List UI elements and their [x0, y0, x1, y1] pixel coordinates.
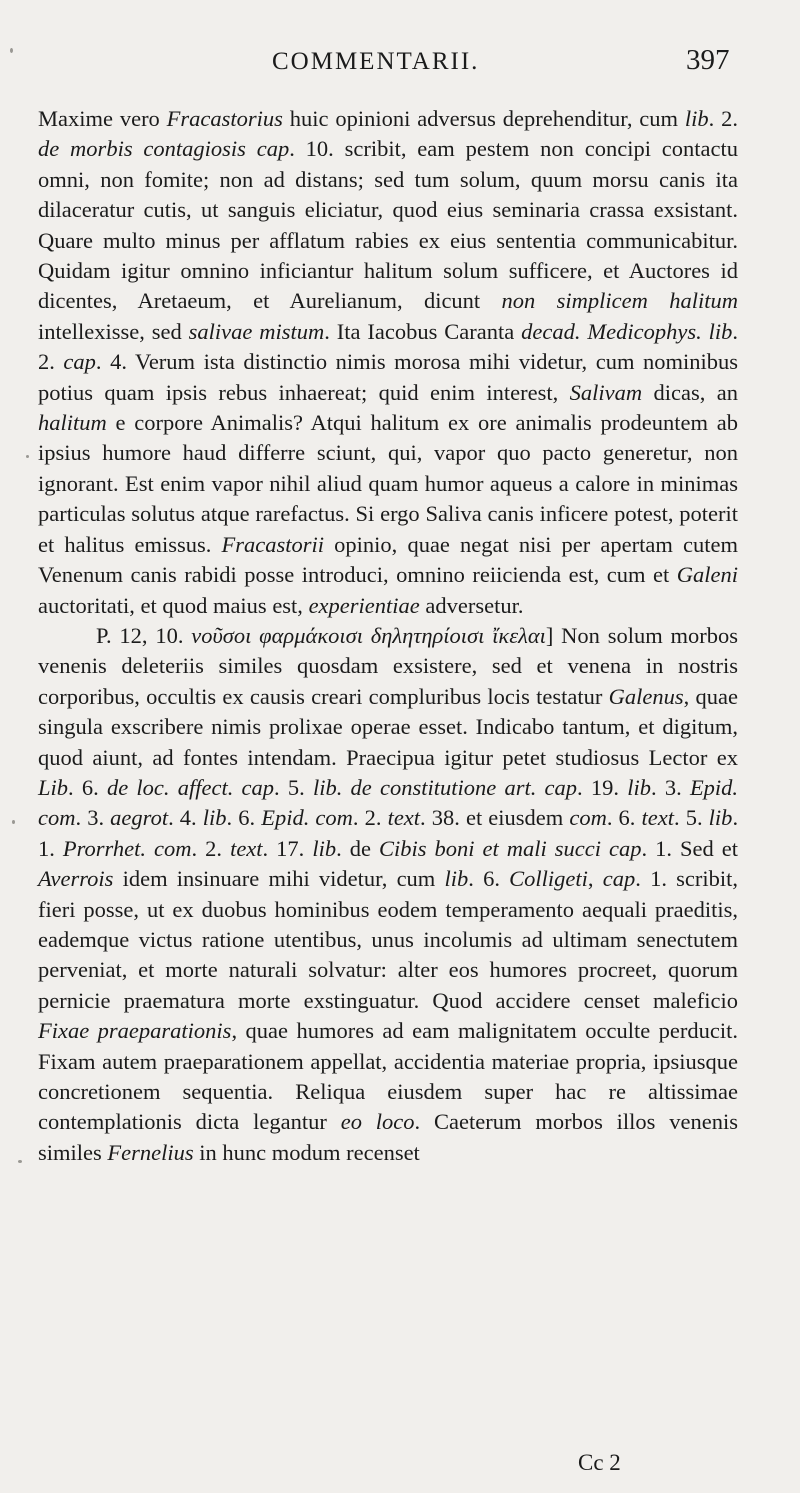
text-run: , quae singula exscribere nimis prolixae operae esset. Indicabo tantum, et digitum, quod aiunt, ad fontes intendam. Praecipua igitur petet studiosus Lector ex [38, 683, 738, 770]
italic-run: lib [627, 774, 651, 800]
italic-run: eo loco [340, 1109, 415, 1135]
text-run: . 6. [606, 805, 642, 831]
italic-run: aegrot [110, 805, 169, 831]
text-run: huic opinioni adversus deprehenditur, cum [282, 106, 685, 131]
text-run: . 1. Sed et [641, 835, 739, 861]
italic-run: Prorrhet. com [62, 835, 192, 861]
italic-run: non simplicem halitum [501, 288, 738, 314]
italic-run: decad. Medicophys. lib [521, 318, 733, 344]
italic-run: Averrois [38, 866, 114, 892]
text-run: . 1. scribit, fieri posse, ut ex duobus hominibus eodem temperamento aequali praeditis, eademque victus ratione utentibus, unus incolumis ad ultimam senectutem perveniat, et morte naturali solvatur: alter eos humores procreet, quorum pernicie praematura morte exstinguatur. Quod accidere censet maleficio [38, 866, 739, 1013]
italic-run: Cibis boni et mali succi cap [378, 835, 642, 861]
italic-run: lib [202, 805, 227, 831]
italic-run: Galenus [608, 683, 684, 709]
running-title: COMMENTARII. [272, 48, 480, 75]
text-run: . 5. [674, 805, 709, 831]
paper-speck [12, 820, 15, 824]
italic-run: lib [312, 835, 337, 861]
italic-run: νοῦσοι φαρμάκοισι δηλητηρίοισι ἴκελαι [191, 622, 546, 648]
text-run: . 4. Verum ista distinctio nimis morosa mihi videtur, cum nominibus potius quam ipsis rebus inhaereat; quid enim interest, [38, 349, 738, 405]
text-run: . 17. [262, 835, 313, 861]
text-run: . 6. [226, 805, 262, 831]
text-run: . 6. [68, 774, 107, 800]
text-run: . 3. [651, 774, 690, 800]
italic-run: com [569, 805, 607, 831]
text-run: e corpore Animalis? Atqui halitum ex ore animalis prodeuntem ab ipsius humore haud differre sciunt, qui, vapor quo pacto generetur, non ignorant. Est enim vapor nihil aliud quam humor aqueus a calore in minimas particulas solutus atque rarefactus. Si ergo Saliva canis inficere potest, poterit et halitus emissus. [38, 410, 738, 557]
italic-run: Galeni [676, 562, 738, 588]
text-run: . 5. [274, 774, 313, 800]
italic-run: cap [602, 866, 636, 892]
body-paragraph [38, 621, 738, 1168]
text-run: adversetur. [419, 592, 524, 618]
italic-run: Colligeti [509, 866, 588, 892]
italic-run: Lib [38, 774, 69, 800]
text-run: . 38. et eiusdem [420, 805, 570, 831]
italic-run: Fixae praeparationis [38, 1018, 232, 1044]
body-paragraph [38, 104, 738, 621]
text-run: , [587, 866, 603, 892]
text-run: . Ita Iacobus Caranta [324, 318, 522, 344]
text-run: . 4. [168, 805, 203, 831]
italic-run: lib [708, 805, 733, 831]
text-run: ] Non solum morbos venenis deleteriis similes quosdam exsistere, sed et venena in nostris corporibus, occultis ex causis creari compluribus locis testatur [38, 622, 738, 709]
text-run: auctoritati, et quod maius est, [38, 592, 309, 618]
italic-run: Fernelius [107, 1139, 194, 1165]
text-run: . 2. [352, 805, 388, 831]
italic-run: text [230, 835, 263, 861]
italic-run: Epid. com [261, 805, 353, 831]
text-run: . 10. scribit, eam pestem non concipi contactu omni, non fomite; non ad distans; sed tum solum, quum morsu canis ita dilaceratur cutis, ut sanguis eliciatur, quod eius seminaria crassa exsistant. Quare multo minus per afflatum rabies ex eius sententia communicabitur. Quidam igitur omnino inficiantur halitum solum sufficere, et Auctores id dicentes, Aretaeum, et Aurelianum, dicunt [38, 136, 738, 314]
text-run: . de [336, 835, 379, 861]
text-run: . 19. [577, 774, 628, 800]
italic-run: de morbis contagiosis cap [38, 136, 290, 162]
italic-run: cap [63, 349, 96, 375]
text-run: . 2. [191, 835, 231, 861]
italic-run: Salivam [569, 379, 643, 405]
italic-run: halitum [38, 410, 107, 436]
paper-speck [26, 455, 29, 458]
signature-mark: Cc 2 [578, 1450, 621, 1475]
text-run: dicas, an [642, 379, 739, 405]
italic-run: Epid. com [38, 774, 739, 831]
page-number: 397 [686, 44, 730, 76]
text-run: . Caeterum morbos illos venenis similes [38, 1109, 739, 1165]
paper-speck [18, 1160, 22, 1163]
italic-run: experientiae [308, 592, 420, 618]
text-run: . 2. [38, 318, 738, 375]
italic-run: lib. de constitutione art. cap [312, 774, 578, 800]
italic-run: text [641, 805, 674, 831]
text-run: , quae humores ad eam malignitatem occulte perducit. Fixam autem praeparationem appellat, accidentia materiae propria, ipsiusque concretionem sequentia. Reliqua eiusdem super hac re altissimae contemplationis dicta legantur [38, 1018, 738, 1135]
text-run: opinio, quae negat nisi per apertam cutem Venenum canis rabidi posse introduci, omnino reiicienda est, cum et [38, 531, 738, 588]
text-run: . 1. [38, 805, 739, 861]
text-run: . 6. [468, 866, 510, 892]
text-run: . 3. [75, 805, 111, 831]
italic-run: lib [684, 106, 709, 131]
page-header [0, 44, 800, 84]
body-text [38, 104, 738, 1168]
text-run: intellexisse, sed [38, 318, 189, 344]
italic-run: de loc. affect. cap [106, 774, 275, 800]
text-run: idem insinuare mihi videtur, cum [113, 866, 445, 892]
italic-run: Fracastorius [166, 106, 283, 131]
paper-speck [10, 48, 13, 53]
text-run: P. 12, 10. [96, 622, 192, 648]
text-run: in hunc modum recenset [193, 1139, 420, 1165]
italic-run: text [387, 805, 421, 831]
italic-run: lib [444, 866, 469, 892]
text-run: . 2. [708, 106, 738, 131]
italic-run: Fracastorii [221, 531, 325, 557]
italic-run: salivae mistum [188, 318, 325, 344]
text-run: Maxime vero [38, 106, 167, 131]
